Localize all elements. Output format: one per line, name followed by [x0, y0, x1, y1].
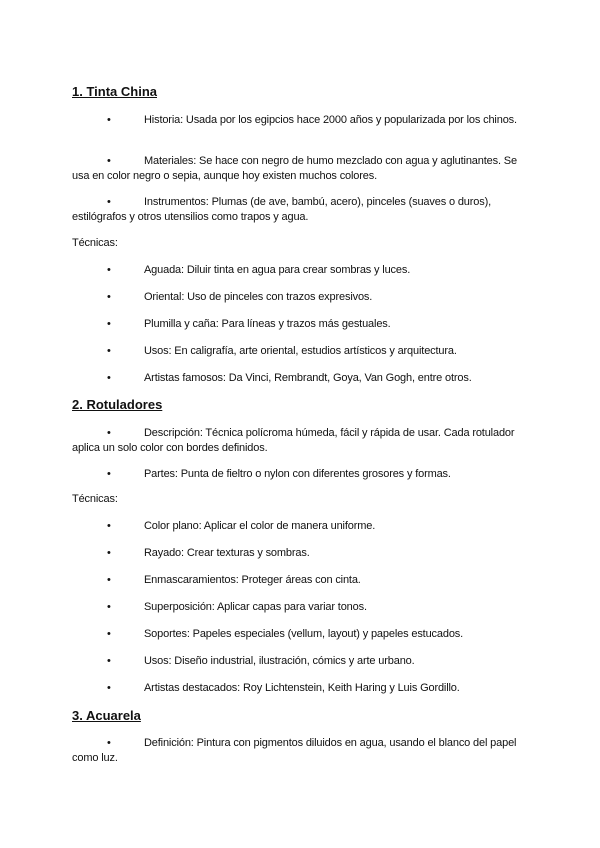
bullet: •	[107, 155, 111, 167]
bullet: •	[107, 427, 111, 439]
list-item-partes	[72, 467, 530, 482]
item-text: Definición: Pintura con pigmentos diluidos en agua, usando el blanco del papel como luz.	[72, 737, 517, 764]
technique-text: Artistas destacados: Roy Lichtenstein, Keith Haring y Luis Gordillo.	[144, 682, 460, 694]
bullet: •	[107, 547, 111, 559]
bullet: •	[107, 574, 111, 586]
technique-text: Superposición: Aplicar capas para variar tonos.	[144, 601, 367, 613]
item-text: Descripción: Técnica polícroma húmeda, fácil y rápida de usar. Cada rotulador aplica un solo color con bordes definidos.	[72, 427, 515, 454]
list-item-descripcion	[72, 426, 530, 455]
technique-text: Rayado: Crear texturas y sombras.	[144, 547, 310, 559]
technique-text: Oriental: Uso de pinceles con trazos expresivos.	[144, 291, 373, 303]
section-heading-acuarela: 3. Acuarela	[72, 708, 141, 723]
techniques-label: Técnicas:	[72, 493, 118, 505]
bullet: •	[107, 318, 111, 330]
technique-text: Enmascaramientos: Proteger áreas con cinta.	[144, 574, 361, 586]
list-item-definicion	[72, 736, 530, 765]
list-item-historia	[72, 113, 530, 128]
technique-text: Aguada: Diluir tinta en agua para crear sombras y luces.	[144, 264, 411, 276]
techniques-label: Técnicas:	[72, 237, 118, 249]
bullet: •	[107, 682, 111, 694]
bullet: •	[107, 264, 111, 276]
bullet: •	[107, 737, 111, 749]
section-heading-tinta-china: 1. Tinta China	[72, 84, 157, 99]
bullet: •	[107, 655, 111, 667]
item-text: Historia: Usada por los egipcios hace 2000 años y popularizada por los chinos.	[144, 114, 517, 126]
technique-text: Usos: Diseño industrial, ilustración, cómics y arte urbano.	[144, 655, 415, 667]
technique-text: Plumilla y caña: Para líneas y trazos más gestuales.	[144, 318, 391, 330]
bullet: •	[107, 520, 111, 532]
bullet: •	[107, 196, 111, 208]
section-heading-rotuladores: 2. Rotuladores	[72, 397, 163, 412]
bullet: •	[107, 468, 111, 480]
item-text: Materiales: Se hace con negro de humo mezclado con agua y aglutinantes. Se usa en color negro o sepia, aunque hoy existen muchos colores.	[72, 155, 517, 182]
bullet: •	[107, 372, 111, 384]
technique-text: Soportes: Papeles especiales (vellum, layout) y papeles estucados.	[144, 628, 464, 640]
technique-text: Usos: En caligrafía, arte oriental, estudios artísticos y arquitectura.	[144, 345, 457, 357]
bullet: •	[107, 291, 111, 303]
item-text: Partes: Punta de fieltro o nylon con diferentes grosores y formas.	[144, 468, 451, 480]
item-text: Instrumentos: Plumas (de ave, bambú, acero), pinceles (suaves o duros), estilógrafos y otros utensilios como trapos y agua.	[72, 196, 492, 223]
bullet: •	[107, 345, 111, 357]
list-item-materiales	[72, 154, 530, 183]
bullet: •	[107, 114, 111, 126]
list-item-instrumentos	[72, 195, 530, 224]
bullet: •	[107, 601, 111, 613]
technique-text: Artistas famosos: Da Vinci, Rembrandt, Goya, Van Gogh, entre otros.	[144, 372, 472, 384]
bullet: •	[107, 628, 111, 640]
technique-text: Color plano: Aplicar el color de manera uniforme.	[144, 520, 376, 532]
